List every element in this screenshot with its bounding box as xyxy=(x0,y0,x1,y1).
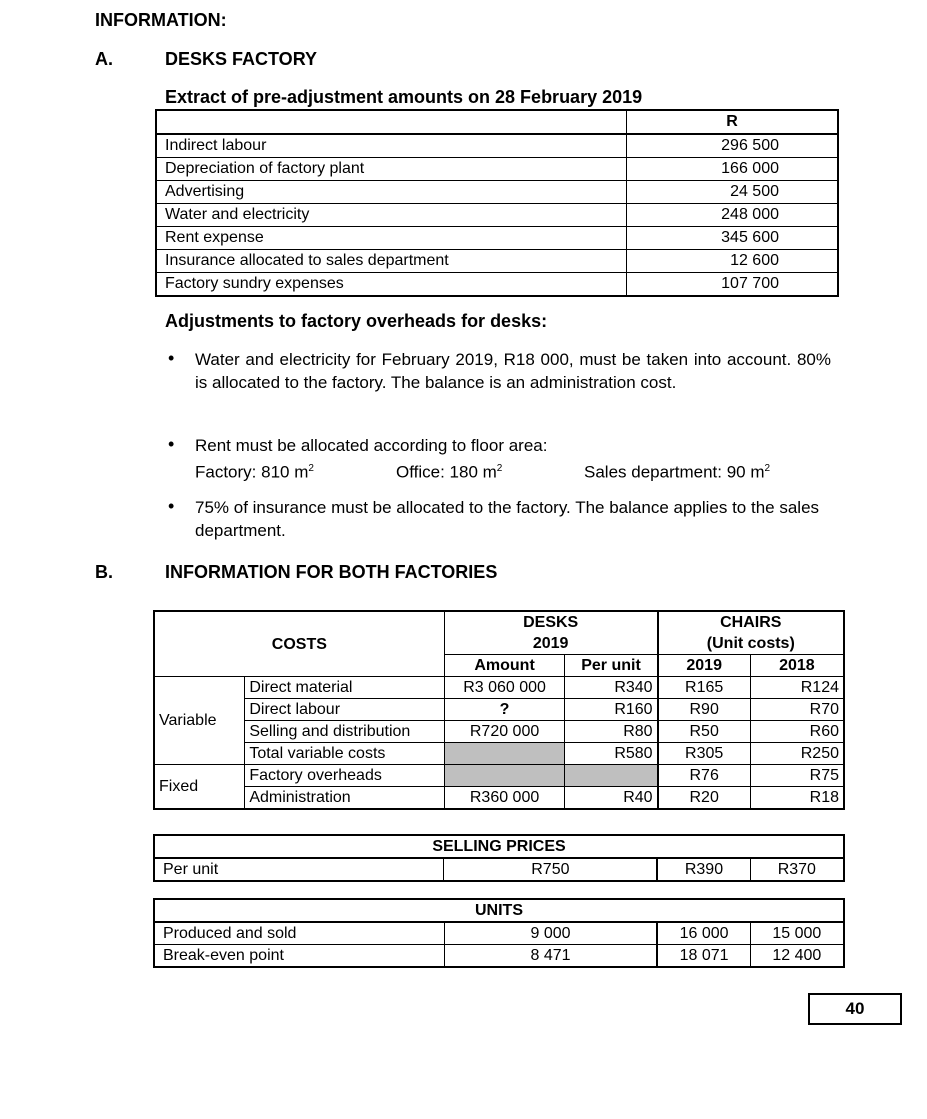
costs-header: COSTS xyxy=(154,611,444,677)
desks-year: 2019 xyxy=(444,633,657,655)
bullet-icon: • xyxy=(168,496,175,516)
table-row: Per unit R750 R390 R370 xyxy=(154,858,844,881)
floor-factory: Factory: 810 m xyxy=(195,462,309,482)
per-unit-header: Per unit xyxy=(565,655,658,677)
table-row: Variable Direct material R3 060 000 R340 R165 R124 xyxy=(154,677,844,699)
page-heading: INFORMATION: xyxy=(95,10,227,30)
amount-header: Amount xyxy=(444,655,565,677)
adjustment-insurance: 75% of insurance must be allocated to the factory. The balance applies to the sales department. xyxy=(195,498,820,540)
table-row: Produced and sold 9 000 16 000 15 000 xyxy=(154,922,844,945)
section-a-letter: A. xyxy=(95,49,113,69)
chairs-2018-header: 2018 xyxy=(750,655,844,677)
table-row: Factory sundry expenses 107 700 xyxy=(156,273,838,297)
section-a-title: DESKS FACTORY xyxy=(165,49,318,69)
shaded-cell xyxy=(565,765,658,787)
adjustments-title: Adjustments to factory overheads for desks: xyxy=(165,311,548,331)
floor-office: Office: 180 m xyxy=(396,462,497,482)
adjustment-rent: Rent must be allocated according to floor area: Factory: 810 $m^2$ Office: 180 $m^2$ Sales department: 90 $m^2$ xyxy=(195,436,771,482)
table-row: Fixed Factory overheads R76 R75 xyxy=(154,765,844,787)
chairs-2019-header: 2019 xyxy=(658,655,751,677)
table-row: Water and electricity 248 000 xyxy=(156,204,838,227)
units-header: UNITS xyxy=(154,899,844,922)
table-row: Break-even point 8 471 18 071 12 400 xyxy=(154,945,844,968)
extract-title: Extract of pre-adjustment amounts on 28 February 2019 xyxy=(165,87,643,107)
pre-adjustment-table xyxy=(155,109,839,297)
floor-sales: Sales department: 90 m xyxy=(584,462,765,482)
table-row: Administration R360 000 R40 R20 R18 xyxy=(154,787,844,810)
desks-header: DESKS xyxy=(444,611,657,633)
selling-prices-header: SELLING PRICES xyxy=(154,835,844,858)
shaded-cell xyxy=(444,765,565,787)
table-row: Depreciation of factory plant 166 000 xyxy=(156,158,838,181)
table-row: Total variable costs R580 R305 R250 xyxy=(154,743,844,765)
fixed-label: Fixed xyxy=(154,765,245,810)
chairs-header: CHAIRS xyxy=(658,611,844,633)
table-row: Insurance allocated to sales department 12 600 xyxy=(156,250,838,273)
units-table xyxy=(153,898,845,968)
variable-label: Variable xyxy=(154,677,245,765)
bullet-icon: • xyxy=(168,348,175,368)
marks-box: 40 xyxy=(808,993,902,1025)
costs-table xyxy=(153,610,845,810)
selling-prices-table xyxy=(153,834,845,882)
adjustment-water: Water and electricity for February 2019, R18 000, must be taken into account. 80% is allocated to the factory. The balance is an administration cost. xyxy=(195,350,831,392)
section-b-title: INFORMATION FOR BOTH FACTORIES xyxy=(165,562,498,582)
table-row: Direct labour ? R160 R90 R70 xyxy=(154,699,844,721)
table-row: Rent expense 345 600 xyxy=(156,227,838,250)
table-row: Advertising 24 500 xyxy=(156,181,838,204)
shaded-cell xyxy=(444,743,565,765)
table-row: Selling and distribution R720 000 R80 R50 R60 xyxy=(154,721,844,743)
rand-header: R xyxy=(626,110,838,134)
chairs-subheader: (Unit costs) xyxy=(658,633,844,655)
bullet-icon: • xyxy=(168,434,175,454)
section-b-letter: B. xyxy=(95,562,113,582)
table-row: Indirect labour 296 500 xyxy=(156,134,838,158)
